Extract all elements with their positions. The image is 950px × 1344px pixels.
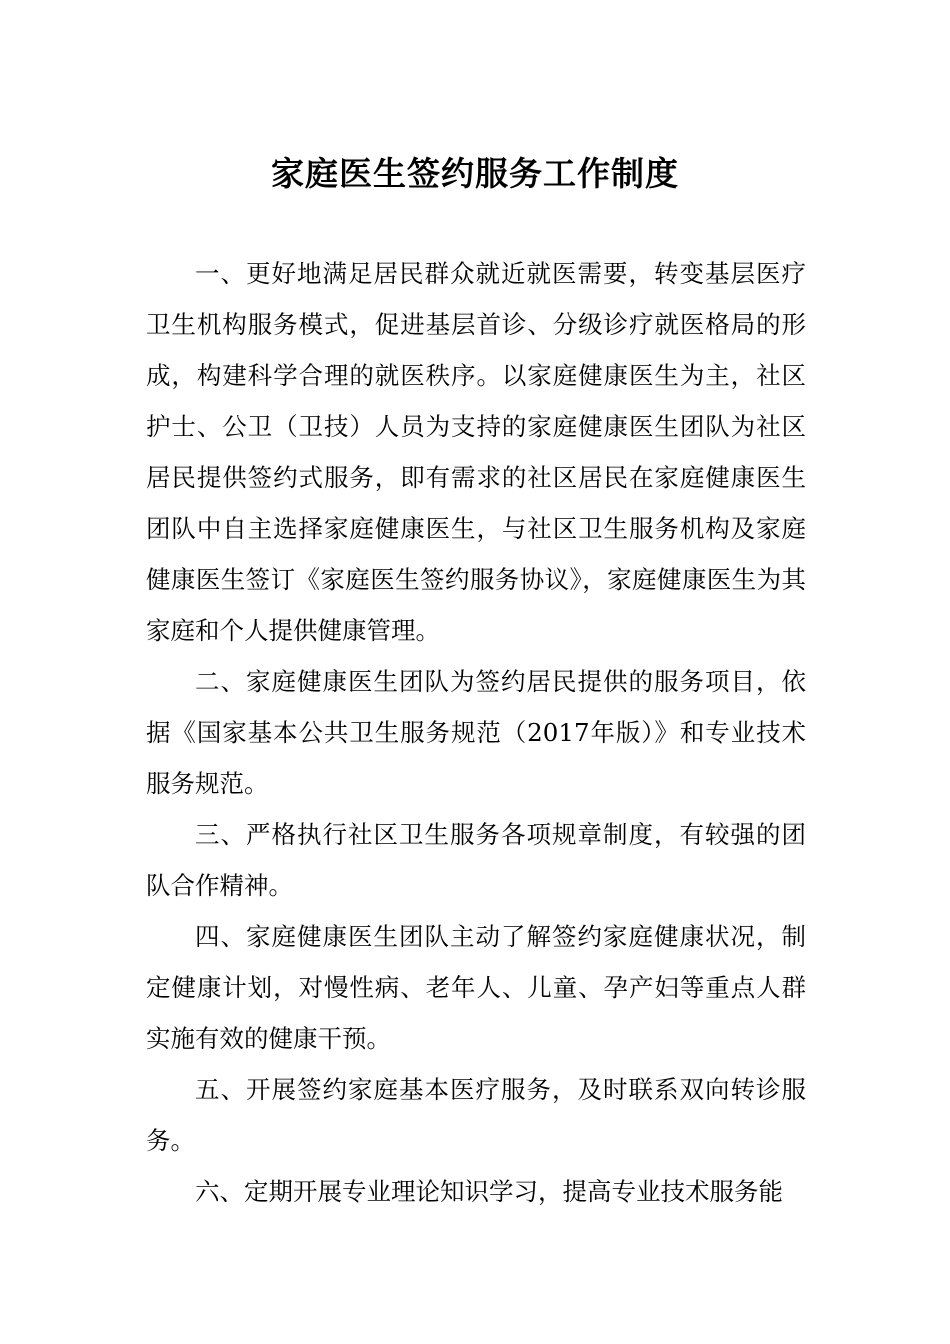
paragraph-4: 四、家庭健康医生团队主动了解签约家庭健康状况，制定健康计划，对慢性病、老年人、儿童、孕产妇等重点人群实施有效的健康干预。 [146,922,806,1053]
paragraph-2: 二、家庭健康医生团队为签约居民提供的服务项目，依据《国家基本公共卫生服务规范（2017年版）》和专业技术服务规范。 [146,667,806,798]
paragraph-1: 一、更好地满足居民群众就近就医需要，转变基层医疗卫生机构服务模式，促进基层首诊、分级诊疗就医格局的形成，构建科学合理的就医秩序。以家庭健康医生为主，社区护士、公卫（卫技）人员为支持的家庭健康医生团队为社区居民提供签约式服务，即有需求的社区居民在家庭健康医生团队中自主选择家庭健康医生，与社区卫生服务机构及家庭健康医生签订《家庭医生签约服务协议》，家庭健康医生为其家庭和个人提供健康管理。 [146,259,806,645]
document-body [146,248,806,1217]
document-title: 家庭医生签约服务工作制度 [271,154,679,193]
paragraph-3: 三、严格执行社区卫生服务各项规章制度，有较强的团队合作精神。 [146,820,806,900]
paragraph-6: 六、定期开展专业理论知识学习，提高专业技术服务能 [195,1177,783,1206]
paragraph-5: 五、开展签约家庭基本医疗服务，及时联系双向转诊服务。 [146,1075,806,1155]
